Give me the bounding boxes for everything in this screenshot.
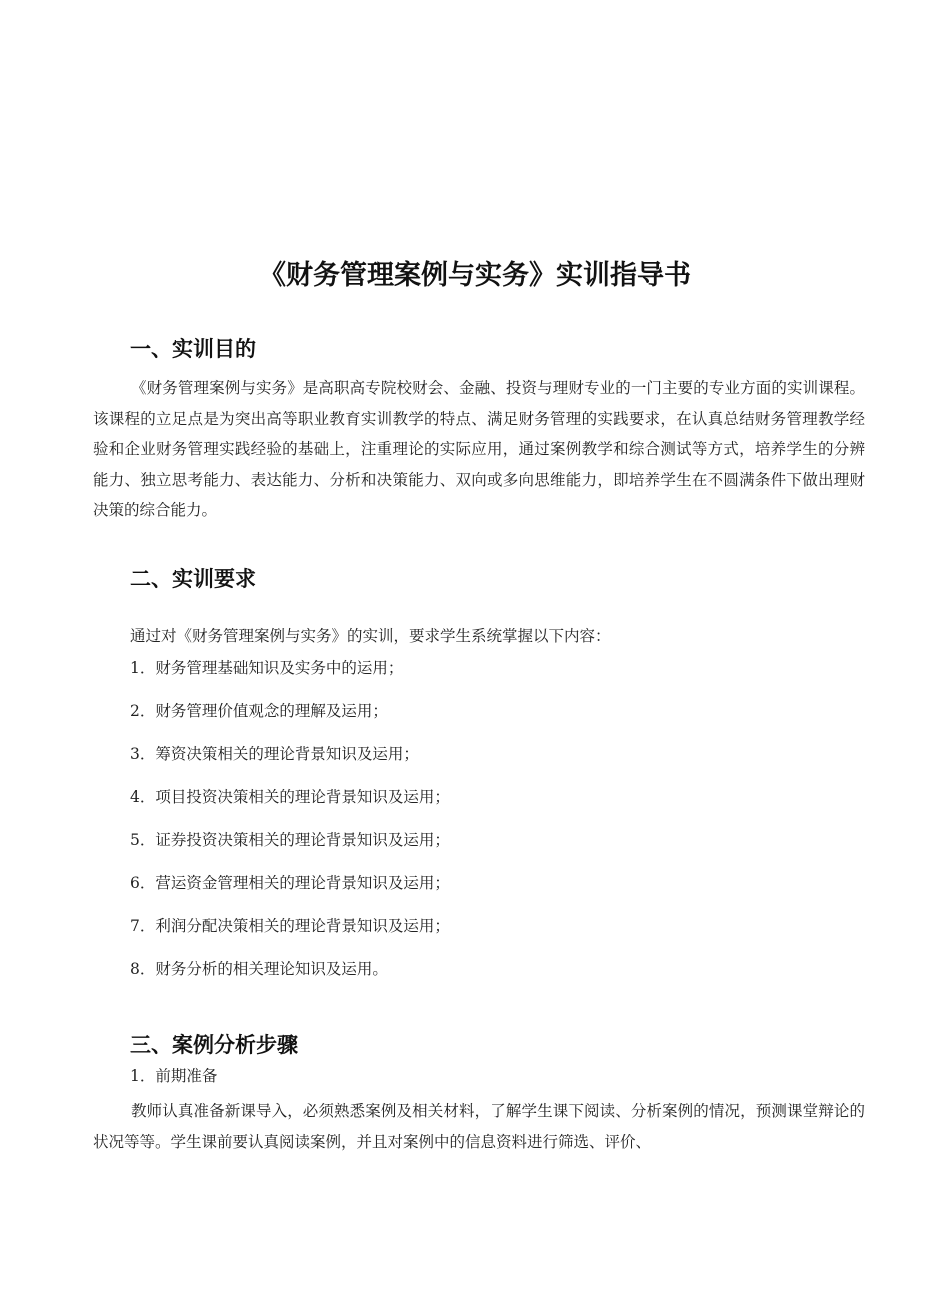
- requirements-intro: 通过对《财务管理案例与实务》的实训，要求学生系统掌握以下内容：: [130, 627, 611, 645]
- requirement-item: 8．财务分析的相关理论知识及运用。: [130, 960, 388, 978]
- requirement-item: 7．利润分配决策相关的理论背景知识及运用；: [130, 917, 450, 935]
- requirement-item: 3．筹资决策相关的理论背景知识及运用；: [130, 745, 419, 763]
- requirement-item: 6．营运资金管理相关的理论背景知识及运用；: [130, 874, 450, 892]
- requirement-item: 5．证券投资决策相关的理论背景知识及运用；: [130, 831, 450, 849]
- case-steps-paragraph: 教师认真准备新课导入，必须熟悉案例及相关材料，了解学生课下阅读、分析案例的情况，预测课堂辩论的状况等等。学生课前要认真阅读案例，并且对案例中的信息资料进行筛选、评价、: [93, 1102, 865, 1151]
- section-heading-purpose: 一、实训目的: [130, 337, 256, 361]
- document-title: 《财务管理案例与实务》实训指导书: [259, 260, 691, 291]
- section-heading-case-steps: 三、案例分析步骤: [130, 1033, 298, 1057]
- requirement-item: 2．财务管理价值观念的理解及运用；: [130, 702, 388, 720]
- case-steps-subheading: 1．前期准备: [130, 1067, 218, 1085]
- requirement-item: 4．项目投资决策相关的理论背景知识及运用；: [130, 788, 450, 806]
- section-heading-requirements: 二、实训要求: [130, 567, 256, 591]
- requirement-item: 1．财务管理基础知识及实务中的运用；: [130, 659, 404, 677]
- purpose-paragraph: 《财务管理案例与实务》是高职高专院校财会、金融、投资与理财专业的一门主要的专业方面的实训课程。该课程的立足点是为突出高等职业教育实训教学的特点、满足财务管理的实践要求，在认真总结财务管理教学经验和企业财务管理实践经验的基础上，注重理论的实际应用，通过案例教学和综合测试等方式，培养学生的分辨能力、独立思考能力、表达能力、分析和决策能力、双向或多向思维能力，即培养学生在不圆满条件下做出理财决策的综合能力。: [93, 379, 865, 519]
